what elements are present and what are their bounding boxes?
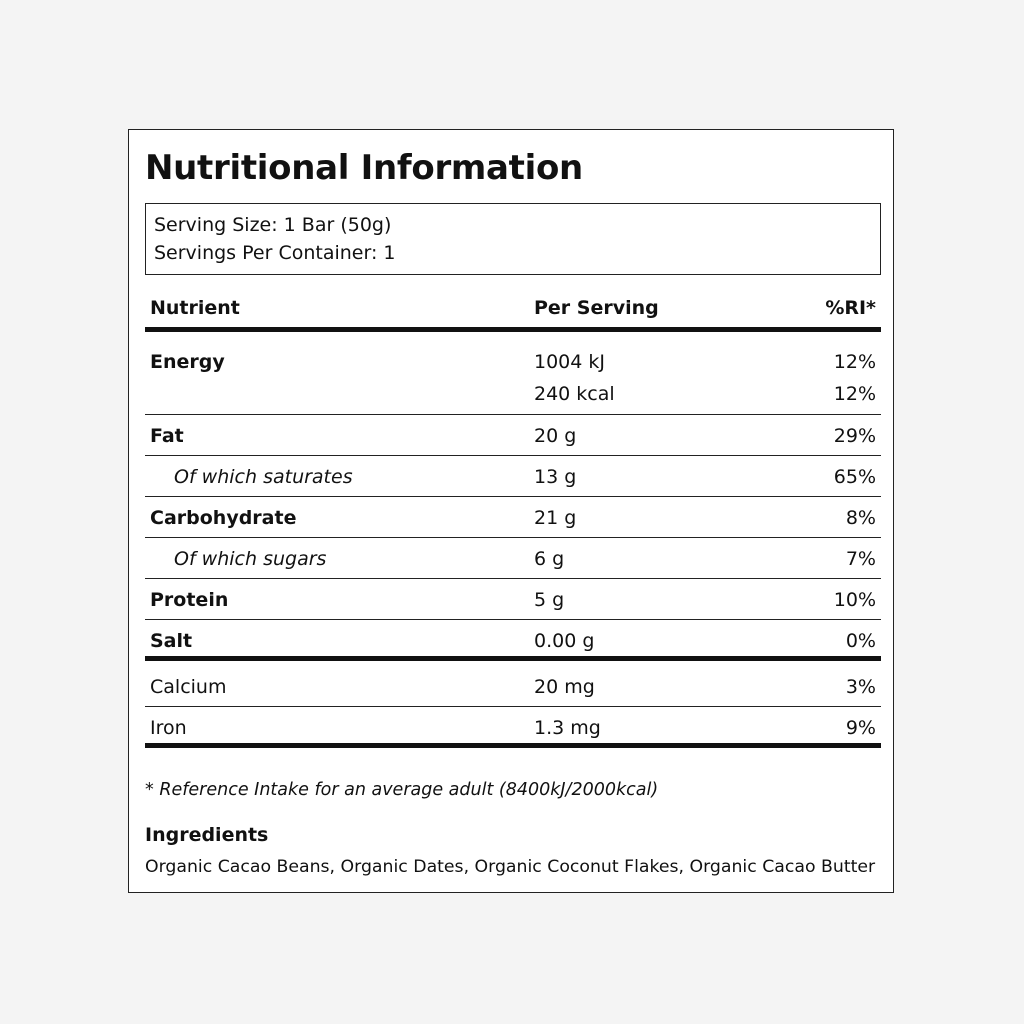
ingredients-list: Organic Cacao Beans, Organic Dates, Organic Coconut Flakes, Organic Cacao Butter <box>145 857 876 877</box>
nutrient-name: Salt <box>150 630 193 652</box>
ri-value: 7% <box>845 548 876 570</box>
per-serving-value: 1.3 mg <box>534 717 601 739</box>
nutrient-name: Calcium <box>150 676 227 698</box>
ri-value: 12% <box>833 351 876 373</box>
serving-size: Serving Size: 1 Bar (50g) <box>154 214 392 236</box>
header-ri: %RI* <box>825 297 876 319</box>
label-title: Nutritional Information <box>145 148 583 188</box>
nutrient-name: Energy <box>150 351 225 373</box>
per-serving-value: 21 g <box>534 507 577 529</box>
nutrient-name: Iron <box>150 717 187 739</box>
nutrient-name: Protein <box>150 589 229 611</box>
per-serving-value: 240 kcal <box>534 383 615 405</box>
serving-info-box <box>145 203 881 275</box>
table-row-protein <box>145 579 881 620</box>
ri-value: 10% <box>833 589 876 611</box>
per-serving-value: 0.00 g <box>534 630 595 652</box>
ri-value: 9% <box>845 717 876 739</box>
per-serving-value: 13 g <box>534 466 577 488</box>
header-nutrient: Nutrient <box>150 297 240 319</box>
table-row-salt <box>145 620 881 661</box>
servings-per-container: Servings Per Container: 1 <box>154 242 396 264</box>
ri-value: 12% <box>833 383 876 405</box>
nutrient-name: Of which saturates <box>174 466 353 488</box>
ri-value: 0% <box>845 630 876 652</box>
table-row-fat <box>145 415 881 456</box>
nutrient-name: Fat <box>150 425 184 447</box>
ri-value: 29% <box>833 425 876 447</box>
nutrient-name: Of which sugars <box>174 548 327 570</box>
table-row-iron <box>145 707 881 748</box>
per-serving-value: 5 g <box>534 589 565 611</box>
nutrition-label <box>128 129 894 893</box>
per-serving-value: 20 g <box>534 425 577 447</box>
table-row-calcium <box>145 661 881 707</box>
table-row-sugars <box>145 538 881 579</box>
per-serving-value: 6 g <box>534 548 565 570</box>
table-row-saturates <box>145 456 881 497</box>
ri-footnote: * Reference Intake for an average adult (8400kJ/2000kcal) <box>145 780 659 800</box>
per-serving-value: 1004 kJ <box>534 351 605 373</box>
table-header-row <box>145 287 881 332</box>
table-row-carbohydrate <box>145 497 881 538</box>
nutrition-table <box>145 287 881 748</box>
ingredients-heading: Ingredients <box>145 824 269 846</box>
nutrient-name: Carbohydrate <box>150 507 297 529</box>
ri-value: 3% <box>845 676 876 698</box>
table-row-energy-kj <box>145 332 881 382</box>
ri-value: 8% <box>845 507 876 529</box>
table-row-energy-kcal <box>145 382 881 415</box>
header-per-serving: Per Serving <box>534 297 659 319</box>
ri-value: 65% <box>833 466 876 488</box>
per-serving-value: 20 mg <box>534 676 595 698</box>
